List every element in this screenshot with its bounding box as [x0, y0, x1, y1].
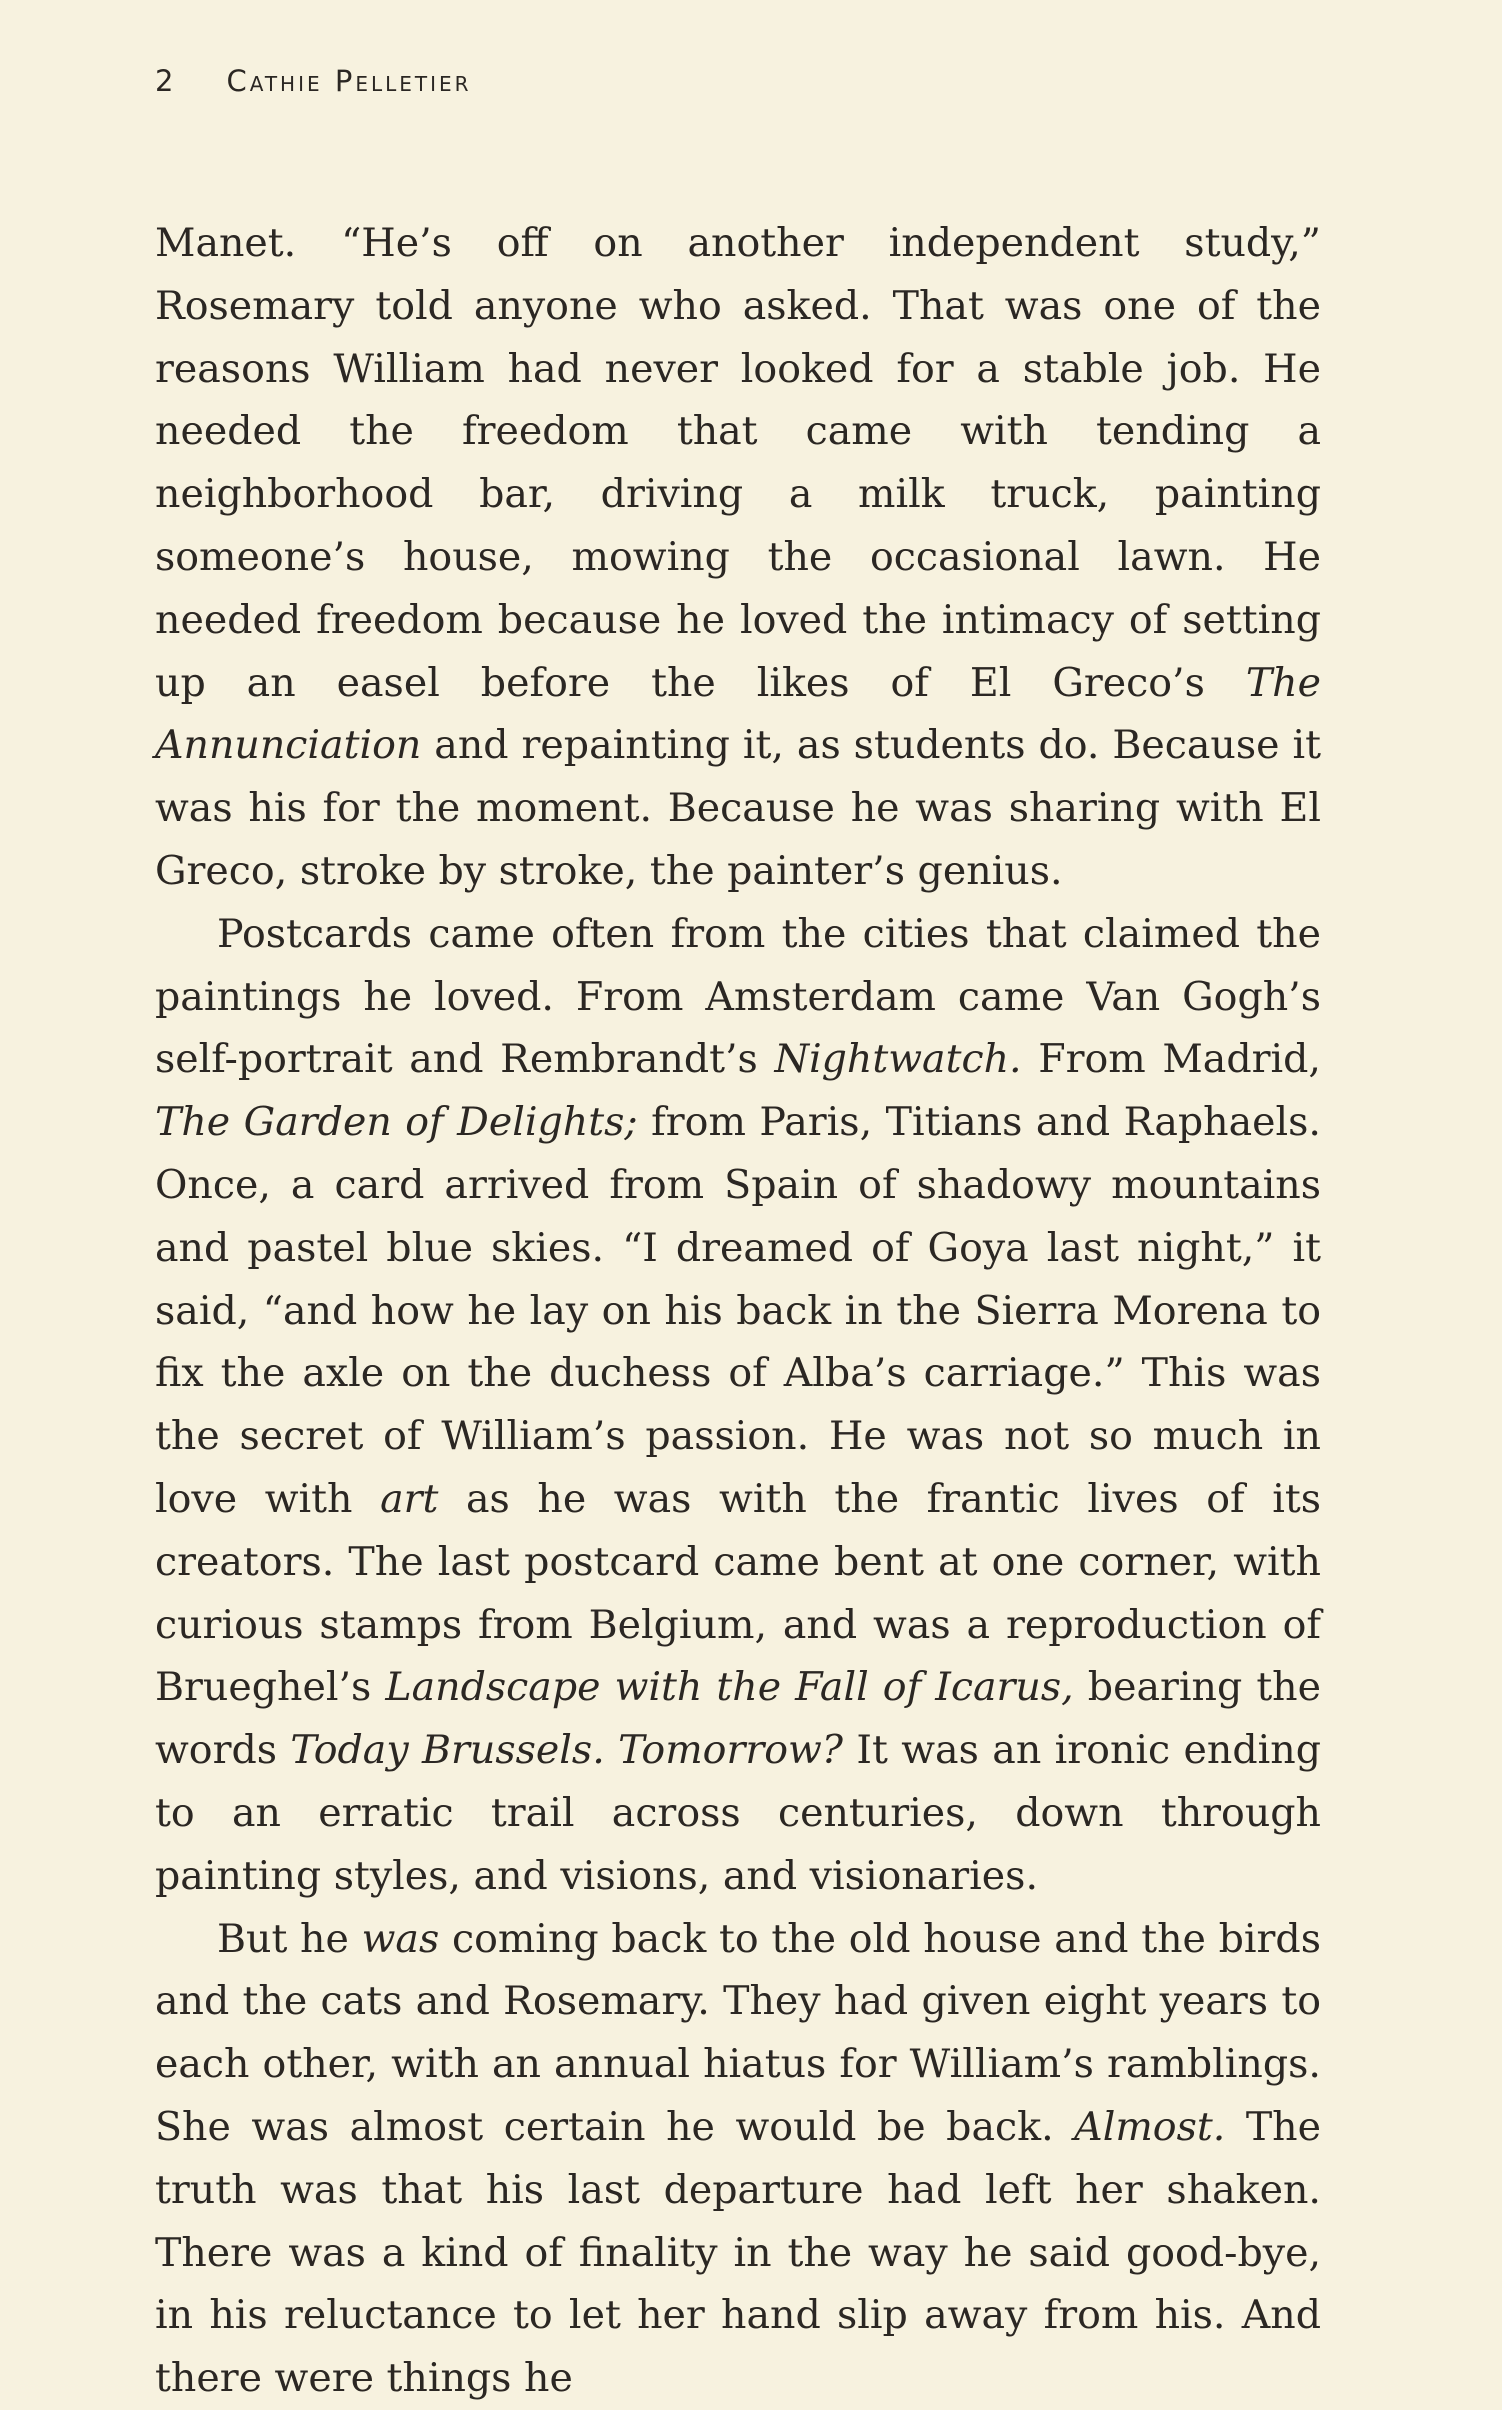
text-run: Postcards came often from the cities that claimed the paintings he loved. From Amsterdam came Van Gogh’s self-portrait and Rembrandt’s	[155, 910, 1321, 1083]
text-run: coming back to the old house and the birds and the cats and Rosemary. They had given eight years to each other, with an annual hiatus for William’s ramblings. She was almost certain he would be back.	[155, 1915, 1321, 2150]
text-run: and repainting it, as students do. Because it was his for the moment. Because he was sharing with El Greco, stroke by stroke, the painter’s genius.	[155, 722, 1321, 894]
text-run: The truth was that his last departure had left her shaken. There was a kind of finality in the way he said good-bye, in his reluctance to let her hand slip away from his. And there were things he	[155, 2103, 1321, 2402]
artwork-title: The Annunciation	[155, 659, 1321, 769]
text-run: From Madrid,	[1021, 1036, 1321, 1083]
paragraph	[155, 212, 1321, 903]
emphasis: art	[380, 1475, 439, 1522]
artwork-title: Nightwatch.	[774, 1036, 1022, 1083]
text-run: Manet. “He’s off on another independent study,” Rosemary told anyone who asked. That was one of the reasons William had never looked for a stable job. He needed the freedom that came with tending a neighborhood bar, driving a milk truck, painting someone’s house, mowing the occasional lawn. He needed freedom because he loved the intimacy of setting up an easel before the likes of El Greco’s	[155, 220, 1321, 706]
text-run: But he	[217, 1915, 362, 1962]
running-head	[155, 64, 472, 98]
paragraph	[155, 903, 1321, 1908]
artwork-title: Landscape with the Fall of Icarus,	[385, 1664, 1074, 1711]
postcard-words: Today Brussels. Tomorrow?	[290, 1727, 843, 1774]
paragraph	[155, 1908, 1321, 2410]
page-number: 2	[155, 64, 177, 98]
text-run: It was an ironic ending to an erratic trail across centuries, down through painting styles, and visions, and visionaries.	[155, 1727, 1321, 1899]
text-run: as he was with the frantic lives of its creators. The last postcard came bent at one corner, with curious stamps from Belgium, and was a reproduction of Brueghel’s	[155, 1475, 1321, 1711]
emphasis: was	[361, 1915, 440, 1962]
body-text	[155, 212, 1321, 2410]
author-name: Cathie Pelletier	[226, 64, 472, 98]
emphasis: Almost.	[1074, 2103, 1226, 2150]
text-run: bearing the words	[155, 1664, 1322, 1774]
text-run: from Paris, Titians and Raphaels. Once, a card arrived from Spain of shadowy mountains and pastel blue skies. “I dreamed of Goya last night,” it said, “and how he lay on his back in the Sierra Morena to fix the axle on the duchess of Alba’s carriage.” This was the secret of William’s passion. He was not so much in love with	[155, 1099, 1321, 1522]
artwork-title: The Garden of Delights;	[155, 1099, 638, 1146]
